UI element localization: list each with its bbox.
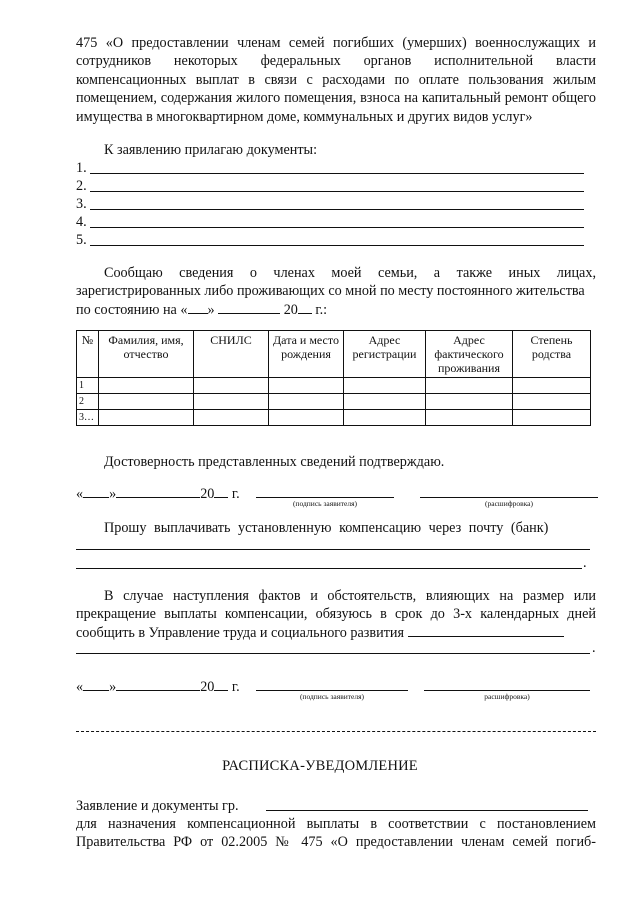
receipt-line1: Заявление и документы гр. bbox=[76, 798, 239, 814]
cut-line bbox=[76, 731, 596, 732]
date-open: « bbox=[76, 486, 84, 502]
table-cell[interactable] bbox=[269, 378, 344, 394]
table-cell[interactable] bbox=[194, 378, 269, 394]
table-header-residence: Адрес фактического проживания bbox=[426, 331, 513, 378]
as-of-suffix: г.: bbox=[315, 302, 328, 318]
table-header-birth: Дата и место рождения bbox=[269, 331, 344, 378]
obligation-paragraph bbox=[76, 587, 596, 642]
attachment-line[interactable] bbox=[76, 196, 596, 212]
table-cell[interactable] bbox=[269, 410, 344, 426]
date-year-field[interactable] bbox=[214, 485, 228, 498]
date-day-field[interactable] bbox=[83, 485, 109, 498]
as-of-year-field[interactable] bbox=[298, 301, 312, 314]
as-of-prefix: по состоянию на « bbox=[76, 302, 188, 318]
obligation-end-mark: . bbox=[592, 640, 596, 656]
decode-caption: расшифровка) bbox=[484, 692, 530, 701]
date-year-suffix: г. bbox=[231, 679, 240, 695]
attachment-line[interactable] bbox=[76, 232, 596, 248]
as-of-month-field[interactable] bbox=[218, 301, 280, 314]
date-month-field[interactable] bbox=[116, 485, 200, 498]
attachment-number: 1. bbox=[76, 160, 87, 176]
table-header-snils: СНИЛС bbox=[194, 331, 269, 378]
sign2-date bbox=[76, 678, 240, 696]
confirm-text: Достоверность представленных сведений подтверждаю. bbox=[104, 454, 445, 470]
attachment-number: 3. bbox=[76, 196, 87, 212]
decode-line[interactable] bbox=[424, 690, 590, 691]
receipt-title: РАСПИСКА-УВЕДОМЛЕНИЕ bbox=[222, 758, 418, 774]
table-header-row bbox=[77, 331, 591, 378]
table-cell[interactable] bbox=[344, 378, 426, 394]
obligation-field[interactable] bbox=[408, 624, 564, 637]
table-cell[interactable] bbox=[513, 394, 591, 410]
date-year: 20 bbox=[200, 679, 215, 695]
as-of-mid: » bbox=[207, 302, 215, 318]
receipt-line2: для назначения компенсационной выплаты в соответствии с постановлением bbox=[76, 816, 596, 832]
table-row bbox=[77, 394, 591, 410]
row-number: 1 bbox=[77, 378, 99, 394]
date-month-field[interactable] bbox=[116, 678, 200, 691]
receipt-line3: Правительства РФ от 02.2005 № 475 «О предоставлении членам семей погиб- bbox=[76, 834, 596, 850]
intro-paragraph: 475 «О предоставлении членам семей погибших (умерших) военнослужащих и сотрудников некоторых федеральных органов исполнительной власти компенсационных выплат в связи с расходами по оплате пользования жилым помещением, содержания жилого помещения, взноса на капитальный ремонт общего имущества в многоквартирном доме, коммунальных и других видов услуг» bbox=[76, 35, 596, 125]
decode-line[interactable] bbox=[420, 497, 598, 498]
payment-line[interactable] bbox=[76, 549, 590, 550]
as-of-year: 20 bbox=[283, 302, 298, 318]
signature-line[interactable] bbox=[256, 497, 394, 498]
date-close: » bbox=[109, 679, 117, 695]
signature-caption: (подпись заявителя) bbox=[299, 692, 365, 701]
table-cell[interactable] bbox=[99, 410, 194, 426]
table-header-relation: Степень родства bbox=[513, 331, 591, 378]
obligation-text: В случае наступления фактов и обстоятельств, влияющих на размер или прекращение выплаты компенсации, обязуюсь в срок до 3-х календарных дней сообщить в Управление труда и социального развития bbox=[76, 588, 596, 641]
table-cell[interactable] bbox=[513, 378, 591, 394]
date-year-field[interactable] bbox=[214, 678, 228, 691]
table-header-name: Фамилия, имя, отчество bbox=[99, 331, 194, 378]
confirm-date bbox=[76, 485, 240, 503]
as-of-day-field[interactable] bbox=[188, 301, 208, 314]
table-cell[interactable] bbox=[344, 394, 426, 410]
decode-caption: (расшифровка) bbox=[485, 499, 533, 508]
table-cell[interactable] bbox=[269, 394, 344, 410]
table-row bbox=[77, 378, 591, 394]
family-table bbox=[76, 330, 591, 426]
table-cell[interactable] bbox=[344, 410, 426, 426]
table-cell[interactable] bbox=[513, 410, 591, 426]
attachment-number: 5. bbox=[76, 232, 87, 248]
table-cell[interactable] bbox=[426, 394, 513, 410]
payment-end-mark: . bbox=[583, 555, 587, 571]
date-day-field[interactable] bbox=[83, 678, 109, 691]
date-close: » bbox=[109, 486, 117, 502]
table-cell[interactable] bbox=[426, 378, 513, 394]
table-cell[interactable] bbox=[99, 394, 194, 410]
attachment-line[interactable] bbox=[76, 214, 596, 230]
obligation-line[interactable] bbox=[76, 653, 590, 654]
table-cell[interactable] bbox=[426, 410, 513, 426]
payment-text: Прошу выплачивать установленную компенсацию через почту (банк) bbox=[104, 520, 549, 536]
date-year-suffix: г. bbox=[231, 486, 240, 502]
table-cell[interactable] bbox=[99, 378, 194, 394]
attachment-line[interactable] bbox=[76, 178, 596, 194]
row-number: 2 bbox=[77, 394, 99, 410]
row-number: 3… bbox=[77, 410, 99, 426]
table-cell[interactable] bbox=[194, 394, 269, 410]
date-open: « bbox=[76, 679, 84, 695]
table-header-number: № bbox=[77, 331, 99, 378]
table-header-registration: Адрес регистрации bbox=[344, 331, 426, 378]
attachment-number: 4. bbox=[76, 214, 87, 230]
table-cell[interactable] bbox=[194, 410, 269, 426]
payment-line[interactable] bbox=[76, 568, 582, 569]
table-row bbox=[77, 410, 591, 426]
attachment-number: 2. bbox=[76, 178, 87, 194]
attachments-heading: К заявлению прилагаю документы: bbox=[104, 142, 318, 158]
date-year: 20 bbox=[200, 486, 215, 502]
signature-line[interactable] bbox=[256, 690, 408, 691]
receipt-name-field[interactable] bbox=[266, 810, 588, 811]
signature-caption: (подпись заявителя) bbox=[292, 499, 358, 508]
as-of-date bbox=[76, 301, 327, 319]
family-paragraph: Сообщаю сведения о членах моей семьи, а также иных лицах, зарегистрированных либо проживающих со мной по месту постоянного жительства bbox=[76, 265, 596, 300]
attachment-line[interactable] bbox=[76, 160, 596, 176]
